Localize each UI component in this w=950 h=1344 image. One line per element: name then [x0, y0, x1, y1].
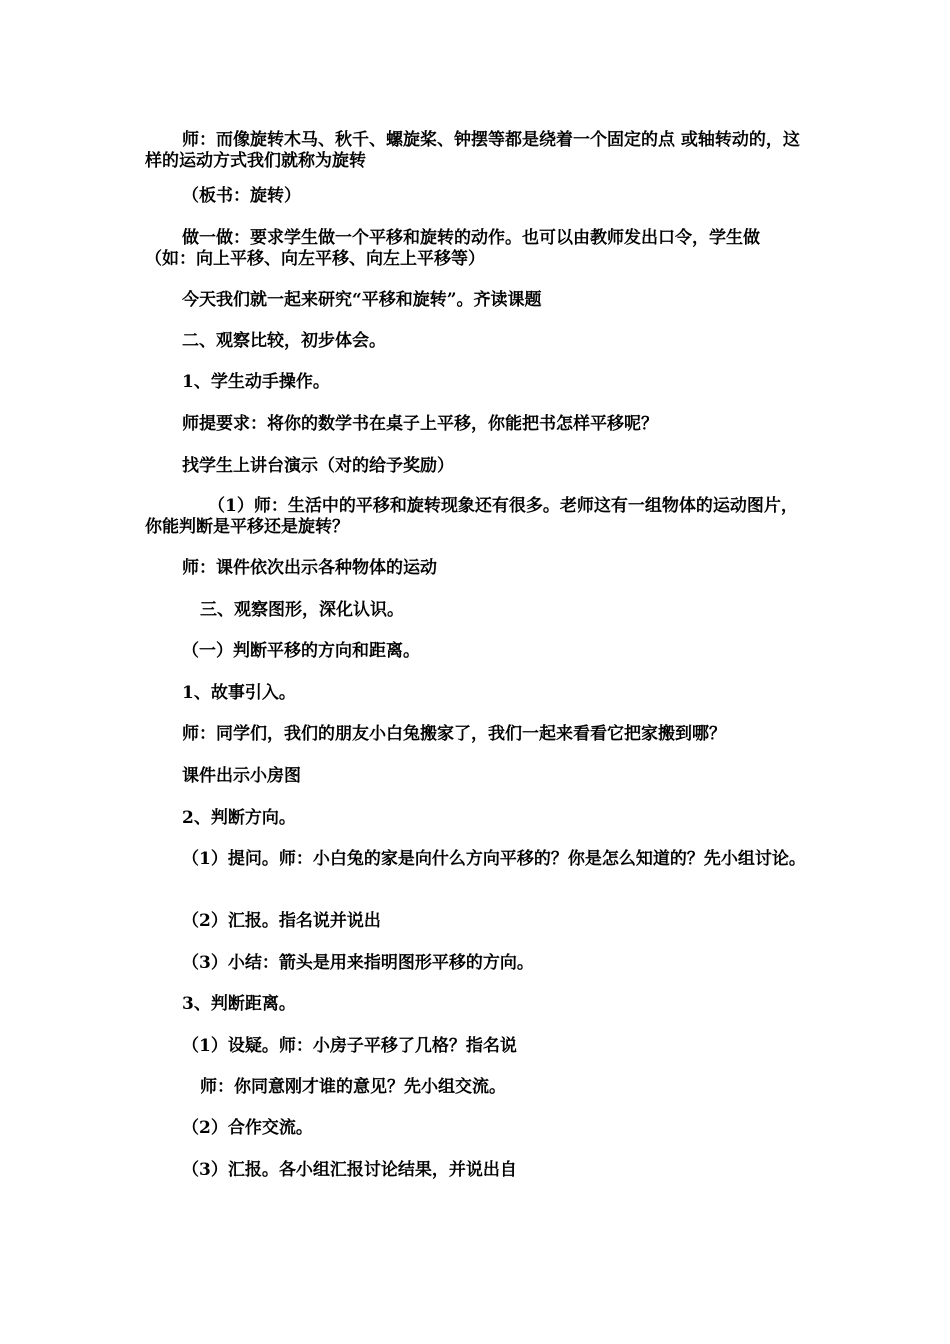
paragraph-teacher-requirement: 师提要求：将你的数学书在桌子上平移，你能把书怎样平移呢？	[182, 414, 658, 434]
paragraph-courseware-motion: 师：课件依次出示各种物体的运动	[182, 558, 437, 578]
section-heading-observe-compare: 二、观察比较，初步体会。	[182, 331, 386, 351]
paragraph-rotation-definition: 师：而像旋转木马、秋千、螺旋桨、钟摆等都是绕着一个固定的点 或轴转动的，这样的运动方式我们就称为旋转	[145, 130, 800, 171]
paragraph-student-demo: 找学生上讲台演示（对的给予奖励）	[182, 456, 454, 476]
subheading-direction-distance: （一）判断平移的方向和距离。	[182, 641, 420, 661]
paragraph-cooperate-exchange: （2）合作交流。	[182, 1118, 313, 1138]
paragraph-group-report: （3）汇报。各小组汇报讨论结果，并说出自	[182, 1160, 517, 1180]
paragraph-do-it-activity: 做一做：要求学生做一个平移和旋转的动作。也可以由教师发出口令，学生做（如：向上平移、向左平移、向左上平移等）	[145, 228, 760, 269]
paragraph-question-distance: （1）设疑。师：小房子平移了几格？指名说	[182, 1036, 517, 1056]
paragraph-report: （2）汇报。指名说并说出	[182, 911, 381, 931]
paragraph-topic-intro: 今天我们就一起来研究“平移和旋转”。齐读课题	[182, 290, 542, 310]
paragraph-rabbit-moving: 师：同学们，我们的朋友小白兔搬家了，我们一起来看看它把家搬到哪？	[182, 724, 726, 744]
subheading-story-intro: 1、故事引入。	[182, 683, 296, 703]
paragraph-agree-opinion: 师：你同意刚才谁的意见？先小组交流。	[200, 1077, 506, 1097]
paragraph-board-note-rotation: （板书：旋转）	[182, 186, 301, 206]
section-heading-observe-figures: 三、观察图形，深化认识。	[200, 600, 404, 620]
subheading-judge-distance: 3、判断距离。	[182, 994, 296, 1014]
paragraph-question-direction: （1）提问。师：小白兔的家是向什么方向平移的？你是怎么知道的？先小组讨论。	[182, 849, 806, 869]
subheading-judge-direction: 2、判断方向。	[182, 808, 296, 828]
paragraph-summary-arrow: （3）小结：箭头是用来指明图形平移的方向。	[182, 953, 534, 973]
subheading-hands-on: 1、学生动手操作。	[182, 372, 330, 392]
paragraph-show-house-figure: 课件出示小房图	[182, 766, 301, 786]
paragraph-life-examples: （1）师：生活中的平移和旋转现象还有很多。老师这有一组物体的运动图片，你能判断是平移还是旋转？	[145, 496, 798, 537]
